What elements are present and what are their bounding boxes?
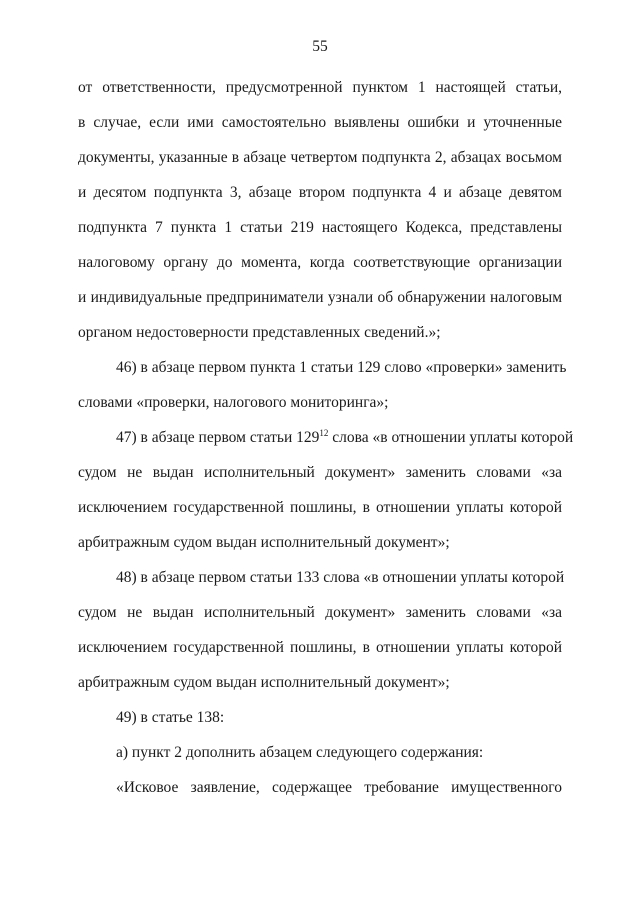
text-line: 46) в абзаце первом пункта 1 статьи 129 слово «проверки» заменить bbox=[116, 359, 567, 376]
text-line: арбитражным судом выдан исполнительный документ»; bbox=[78, 534, 450, 551]
text-line: судом не выдан исполнительный документ» заменить словами «за bbox=[78, 464, 562, 481]
text-segment: 47) в абзаце первом статьи 129 bbox=[116, 429, 320, 446]
text-line: от ответственности, предусмотренной пунктом 1 настоящей статьи, bbox=[78, 79, 562, 96]
text-segment: слова «в отношении уплаты которой bbox=[328, 429, 574, 446]
text-line: органом недостоверности представленных сведений.»; bbox=[78, 324, 441, 341]
text-line: «Исковое заявление, содержащее требование имущественного bbox=[116, 779, 562, 796]
text-line: 48) в абзаце первом статьи 133 слова «в отношении уплаты которой bbox=[116, 569, 565, 586]
superscript: 12 bbox=[319, 427, 329, 438]
text-line: 49) в статье 138: bbox=[116, 709, 225, 726]
text-line: словами «проверки, налогового мониторинга»; bbox=[78, 394, 389, 411]
text-line: налоговому органу до момента, когда соответствующие организации bbox=[78, 254, 562, 271]
page-number: 55 bbox=[312, 38, 328, 55]
text-line: и десятом подпункта 3, абзаце втором подпункта 4 и абзаце девятом bbox=[78, 184, 562, 201]
text-line bbox=[116, 427, 574, 448]
text-line: и индивидуальные предприниматели узнали об обнаружении налоговым bbox=[78, 289, 562, 306]
text-line: документы, указанные в абзаце четвертом подпункта 2, абзацах восьмом bbox=[78, 149, 562, 166]
text-line: исключением государственной пошлины, в отношении уплаты которой bbox=[78, 639, 562, 656]
text-line: в случае, если ими самостоятельно выявлены ошибки и уточненные bbox=[78, 114, 562, 131]
text-line: судом не выдан исполнительный документ» заменить словами «за bbox=[78, 604, 562, 621]
text-line: исключением государственной пошлины, в отношении уплаты которой bbox=[78, 499, 562, 516]
text-line: арбитражным судом выдан исполнительный документ»; bbox=[78, 674, 450, 691]
text-line: подпункта 7 пункта 1 статьи 219 настоящего Кодекса, представлены bbox=[78, 219, 562, 236]
text-line: а) пункт 2 дополнить абзацем следующего содержания: bbox=[116, 744, 484, 761]
